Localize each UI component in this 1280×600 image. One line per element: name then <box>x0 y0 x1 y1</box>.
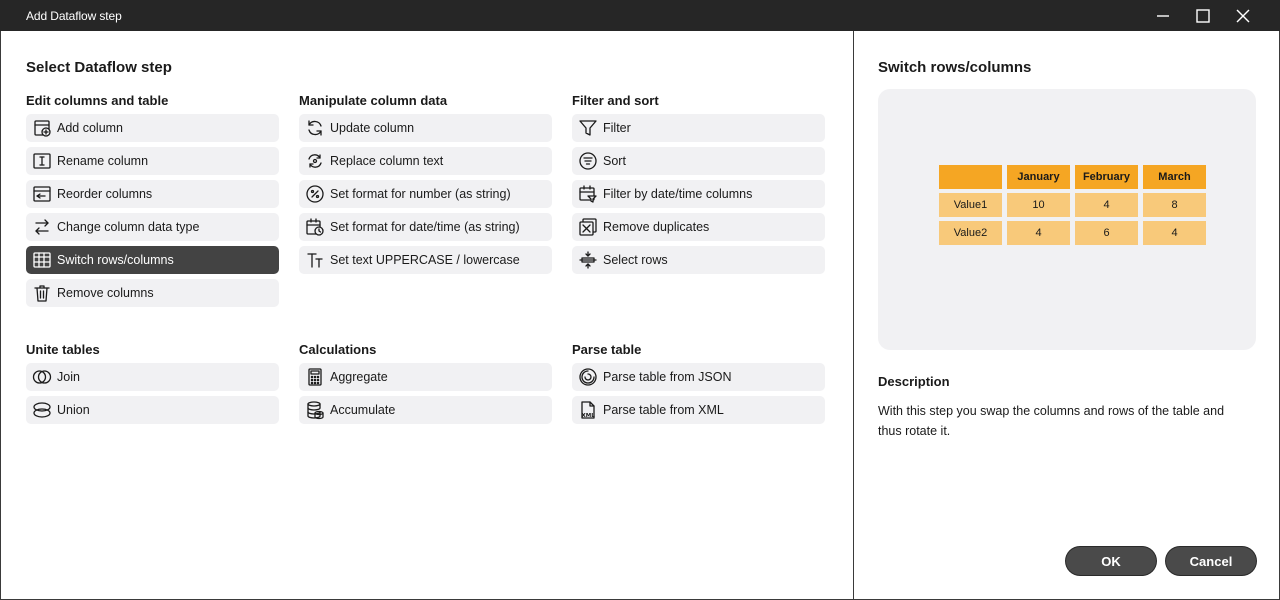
dialog-body <box>0 31 1280 600</box>
step-item-label: Remove duplicates <box>603 220 710 234</box>
window-title: Add Dataflow step <box>26 9 122 23</box>
json-icon <box>577 366 599 388</box>
step-item-label: Sort <box>603 154 626 168</box>
group-title: Manipulate column data <box>299 93 448 108</box>
percent-icon <box>304 183 326 205</box>
trash-icon <box>31 282 53 304</box>
step-item-parse-table-from-xml[interactable] <box>572 396 825 424</box>
reorder-columns-icon <box>31 183 53 205</box>
step-item-label: Rename column <box>57 154 149 168</box>
step-item-label: Parse table from JSON <box>603 370 732 384</box>
sort-icon <box>577 150 599 172</box>
preview-cell: 6 <box>1075 221 1138 245</box>
preview-cell: 4 <box>1143 221 1206 245</box>
select-rows-icon <box>577 249 599 271</box>
step-item-change-column-data-type[interactable] <box>26 213 279 241</box>
step-item-label: Set format for number (as string) <box>330 187 511 201</box>
remove-duplicates-icon <box>577 216 599 238</box>
step-item-remove-duplicates[interactable] <box>572 213 825 241</box>
group-title: Calculations <box>299 342 377 357</box>
change-type-icon <box>31 216 53 238</box>
step-item-update-column[interactable] <box>299 114 552 142</box>
step-item-sort[interactable] <box>572 147 825 175</box>
step-item-join[interactable] <box>26 363 279 391</box>
detail-title: Switch rows/columns <box>878 59 1032 76</box>
step-item-union[interactable] <box>26 396 279 424</box>
step-item-switch-rows-columns[interactable] <box>26 246 279 274</box>
replace-text-icon <box>304 150 326 172</box>
step-item-set-format-for-number-as-string[interactable] <box>299 180 552 208</box>
step-item-select-rows[interactable] <box>572 246 825 274</box>
step-item-label: Add column <box>57 121 124 135</box>
preview-cell: 4 <box>1007 221 1070 245</box>
step-item-label: Set text UPPERCASE / lowercase <box>330 253 520 267</box>
calculator-icon <box>304 366 326 388</box>
calendar-filter-icon <box>577 183 599 205</box>
step-item-replace-column-text[interactable] <box>299 147 552 175</box>
description-title: Description <box>878 374 950 389</box>
step-item-set-text-uppercase-lowercase[interactable] <box>299 246 552 274</box>
step-item-label: Union <box>57 403 90 417</box>
coins-stack-icon <box>304 399 326 421</box>
step-item-aggregate[interactable] <box>299 363 552 391</box>
step-item-label: Remove columns <box>57 286 154 300</box>
preview-header-row <box>939 165 1206 189</box>
step-item-label: Update column <box>330 121 415 135</box>
text-case-icon <box>304 249 326 271</box>
step-item-add-column[interactable] <box>26 114 279 142</box>
join-icon <box>31 366 53 388</box>
maximize-button[interactable] <box>1183 0 1223 31</box>
group-title: Parse table <box>572 342 642 357</box>
preview-header-cell: February <box>1075 165 1138 189</box>
step-item-label: Replace column text <box>330 154 444 168</box>
step-item-filter[interactable] <box>572 114 825 142</box>
step-selection-panel <box>1 31 853 599</box>
preview-cell: 8 <box>1143 193 1206 217</box>
preview-cell: Value2 <box>939 221 1002 245</box>
preview-row <box>939 193 1206 217</box>
step-item-rename-column[interactable] <box>26 147 279 175</box>
preview-cell: 4 <box>1075 193 1138 217</box>
step-item-parse-table-from-json[interactable] <box>572 363 825 391</box>
step-item-label: Filter <box>603 121 631 135</box>
switch-rows-columns-icon <box>31 249 53 271</box>
preview-area <box>878 89 1256 350</box>
xml-file-icon <box>577 399 599 421</box>
title-bar <box>0 0 1280 31</box>
step-item-remove-columns[interactable] <box>26 279 279 307</box>
step-item-label: Reorder columns <box>57 187 153 201</box>
preview-table <box>934 161 1211 249</box>
cancel-button[interactable]: Cancel <box>1166 547 1256 575</box>
add-column-icon <box>31 117 53 139</box>
step-item-label: Change column data type <box>57 220 200 234</box>
preview-cell: 10 <box>1007 193 1070 217</box>
close-button[interactable] <box>1223 0 1263 31</box>
svg-text:XML: XML <box>581 413 595 419</box>
group-title: Edit columns and table <box>26 93 169 108</box>
step-item-label: Join <box>57 370 80 384</box>
preview-header-cell <box>939 165 1002 189</box>
step-item-label: Set format for date/time (as string) <box>330 220 520 234</box>
step-item-label: Select rows <box>603 253 668 267</box>
union-icon <box>31 399 53 421</box>
group-title: Filter and sort <box>572 93 659 108</box>
step-item-reorder-columns[interactable] <box>26 180 279 208</box>
preview-header-cell: March <box>1143 165 1206 189</box>
maximize-icon <box>1196 9 1210 23</box>
description-text: With this step you swap the columns and rows of the table and thus rotate it. <box>878 404 1225 438</box>
step-item-label: Switch rows/columns <box>57 253 174 267</box>
minimize-icon <box>1156 9 1170 23</box>
step-item-accumulate[interactable] <box>299 396 552 424</box>
step-item-filter-by-date-time-columns[interactable] <box>572 180 825 208</box>
calendar-clock-icon <box>304 216 326 238</box>
step-item-label: Accumulate <box>330 403 396 417</box>
ok-button[interactable]: OK <box>1066 547 1156 575</box>
step-item-set-format-for-date-time-as-string[interactable] <box>299 213 552 241</box>
refresh-icon <box>304 117 326 139</box>
close-icon <box>1236 9 1250 23</box>
group-title: Unite tables <box>26 342 100 357</box>
funnel-icon <box>577 117 599 139</box>
step-detail-panel <box>854 31 1280 599</box>
step-item-label: Aggregate <box>330 370 388 384</box>
preview-header-cell: January <box>1007 165 1070 189</box>
step-item-label: Filter by date/time columns <box>603 187 753 201</box>
page-title: Select Dataflow step <box>26 59 172 76</box>
rename-column-icon <box>31 150 53 172</box>
preview-row <box>939 221 1206 245</box>
minimize-button[interactable] <box>1143 0 1183 31</box>
step-item-label: Parse table from XML <box>603 403 724 417</box>
preview-cell: Value1 <box>939 193 1002 217</box>
